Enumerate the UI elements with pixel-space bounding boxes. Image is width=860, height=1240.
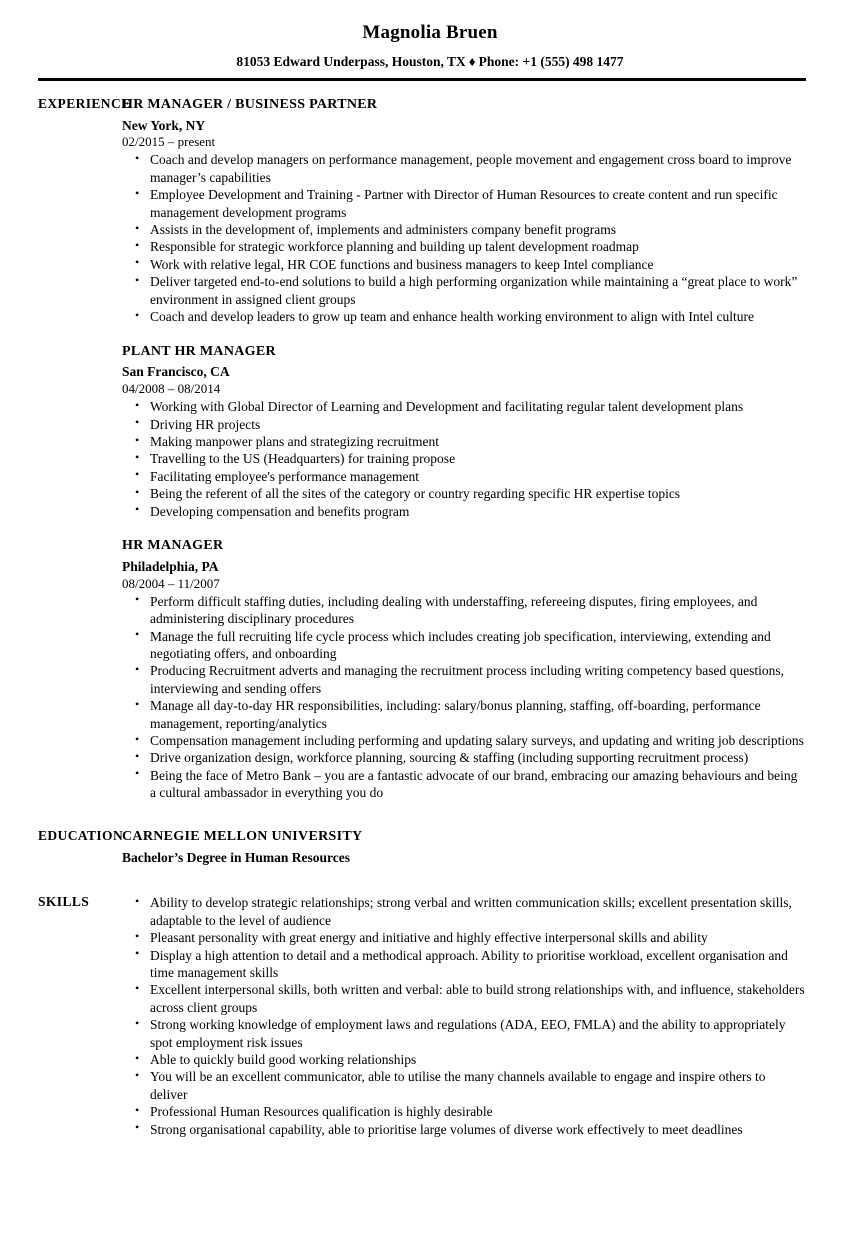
experience-entry <box>122 96 806 326</box>
job-dates: 08/2004 – 11/2007 <box>122 575 220 591</box>
job-location: San Francisco, CA <box>122 364 230 380</box>
job-dates: 04/2008 – 08/2014 <box>122 380 221 396</box>
job-title: PLANT HR MANAGER <box>122 343 276 359</box>
skill-bullet: • Pleasant personality with great energy and initiative and highly effective interpersonal skills and ability <box>122 929 806 946</box>
job-bullet: • Facilitating employee's performance management <box>122 468 806 485</box>
candidate-name: Magnolia Bruen <box>362 22 498 43</box>
job-location: New York, NY <box>122 117 206 133</box>
job-location: Philadelphia, PA <box>122 558 219 574</box>
education-school: CARNEGIE MELLON UNIVERSITY <box>122 828 363 844</box>
job-bullet: • Perform difficult staffing duties, including dealing with understaffing, refereeing disputes, firing employees, and administering disciplinary procedures <box>122 593 806 628</box>
job-bullet-list <box>122 398 806 520</box>
job-bullet: • Developing compensation and benefits program <box>122 503 806 520</box>
job-bullet-list <box>122 151 806 325</box>
skill-bullet: • Strong working knowledge of employment laws and regulations (ADA, EEO, FMLA) and the ability to appropriately spot employment risk issues <box>122 1016 806 1051</box>
education-entry <box>122 828 860 867</box>
contact-address: 81053 Edward Underpass, Houston, TX <box>236 53 466 69</box>
section-label-education: EDUCATION <box>38 827 124 843</box>
section-label-skills: SKILLS <box>38 894 90 910</box>
resume-header <box>0 0 860 81</box>
section-skills <box>0 893 860 1138</box>
contact-line <box>0 44 860 70</box>
job-bullet: • Making manpower plans and strategizing recruitment <box>122 433 806 450</box>
skill-bullet: • Professional Human Resources qualification is highly desirable <box>122 1103 806 1120</box>
experience-entries <box>122 96 860 802</box>
job-bullet: • Driving HR projects <box>122 416 806 433</box>
job-bullet: • Travelling to the US (Headquarters) for training propose <box>122 450 806 467</box>
skills-list <box>122 894 806 1138</box>
experience-entry <box>122 537 806 802</box>
job-bullet: • Employee Development and Training - Partner with Director of Human Resources to create content and run specific management development programs <box>122 186 806 221</box>
job-bullet: • Coach and develop leaders to grow up team and enhance health working environment to align with Intel culture <box>122 308 806 325</box>
skill-bullet: • Strong organisational capability, able to prioritise large volumes of diverse work effectively to meet deadlines <box>122 1121 806 1138</box>
diamond-separator-icon: ♦ <box>468 53 476 69</box>
skill-bullet: • Able to quickly build good working relationships <box>122 1051 806 1068</box>
skill-bullet: • Excellent interpersonal skills, both written and verbal: able to build strong relationships with, and influence, stakeholders across client groups <box>122 981 806 1016</box>
section-label-experience: EXPERIENCE <box>38 95 131 111</box>
job-bullet: • Compensation management including performing and updating salary surveys, and updating and writing job descriptions <box>122 732 806 749</box>
job-bullet: • Producing Recruitment adverts and managing the recruitment process including writing competency based questions, interviewing and sending offers <box>122 662 806 697</box>
job-bullet: • Assists in the development of, implements and administers company benefit programs <box>122 221 806 238</box>
education-degree: Bachelor’s Degree in Human Resources <box>122 849 350 865</box>
skills-body <box>122 893 860 1138</box>
job-dates: 02/2015 – present <box>122 134 216 150</box>
job-bullet: • Working with Global Director of Learning and Development and facilitating regular talent development plans <box>122 398 806 415</box>
job-bullet: • Work with relative legal, HR COE functions and business managers to keep Intel compliance <box>122 256 806 273</box>
contact-phone: Phone: +1 (555) 498 1477 <box>478 53 624 69</box>
job-bullet: • Being the referent of all the sites of the category or country regarding specific HR expertise topics <box>122 485 806 502</box>
job-bullet: • Drive organization design, workforce planning, sourcing & staffing (including supporting recruitment process) <box>122 749 806 766</box>
job-bullet: • Manage all day-to-day HR responsibilities, including: salary/bonus planning, staffing, off-boarding, performance management, reporting/analytics <box>122 697 806 732</box>
job-title: HR MANAGER / BUSINESS PARTNER <box>122 96 378 112</box>
job-bullet: • Deliver targeted end-to-end solutions to build a high performing organization while maintaining a “great place to work” environment in assigned client groups <box>122 273 806 308</box>
skill-bullet: • Display a high attention to detail and a methodical approach. Ability to prioritise workload, excellent organisation and time management skills <box>122 947 806 982</box>
job-bullet-list <box>122 593 806 802</box>
skill-bullet: • Ability to develop strategic relationships; strong verbal and written communication skills; excellent presentation skills, adaptable to the level of audience <box>122 894 806 929</box>
experience-entry <box>122 343 806 521</box>
job-bullet: • Coach and develop managers on performance management, people movement and engagement cross board to improve manager’s capabilities <box>122 151 806 186</box>
job-bullet: • Manage the full recruiting life cycle process which includes creating job specification, interviewing, extending and negotiating offers, and onboarding <box>122 628 806 663</box>
section-education <box>0 828 860 867</box>
job-title: HR MANAGER <box>122 538 224 554</box>
section-experience <box>0 81 860 802</box>
job-bullet: • Being the face of Metro Bank – you are a fantastic advocate of our brand, embracing our amazing behaviours and being a cultural ambassador in everything you do <box>122 767 806 802</box>
skill-bullet: • You will be an excellent communicator, able to utilise the many channels available to engage and inspire others to deliver <box>122 1068 806 1103</box>
job-bullet: • Responsible for strategic workforce planning and building up talent development roadmap <box>122 238 806 255</box>
